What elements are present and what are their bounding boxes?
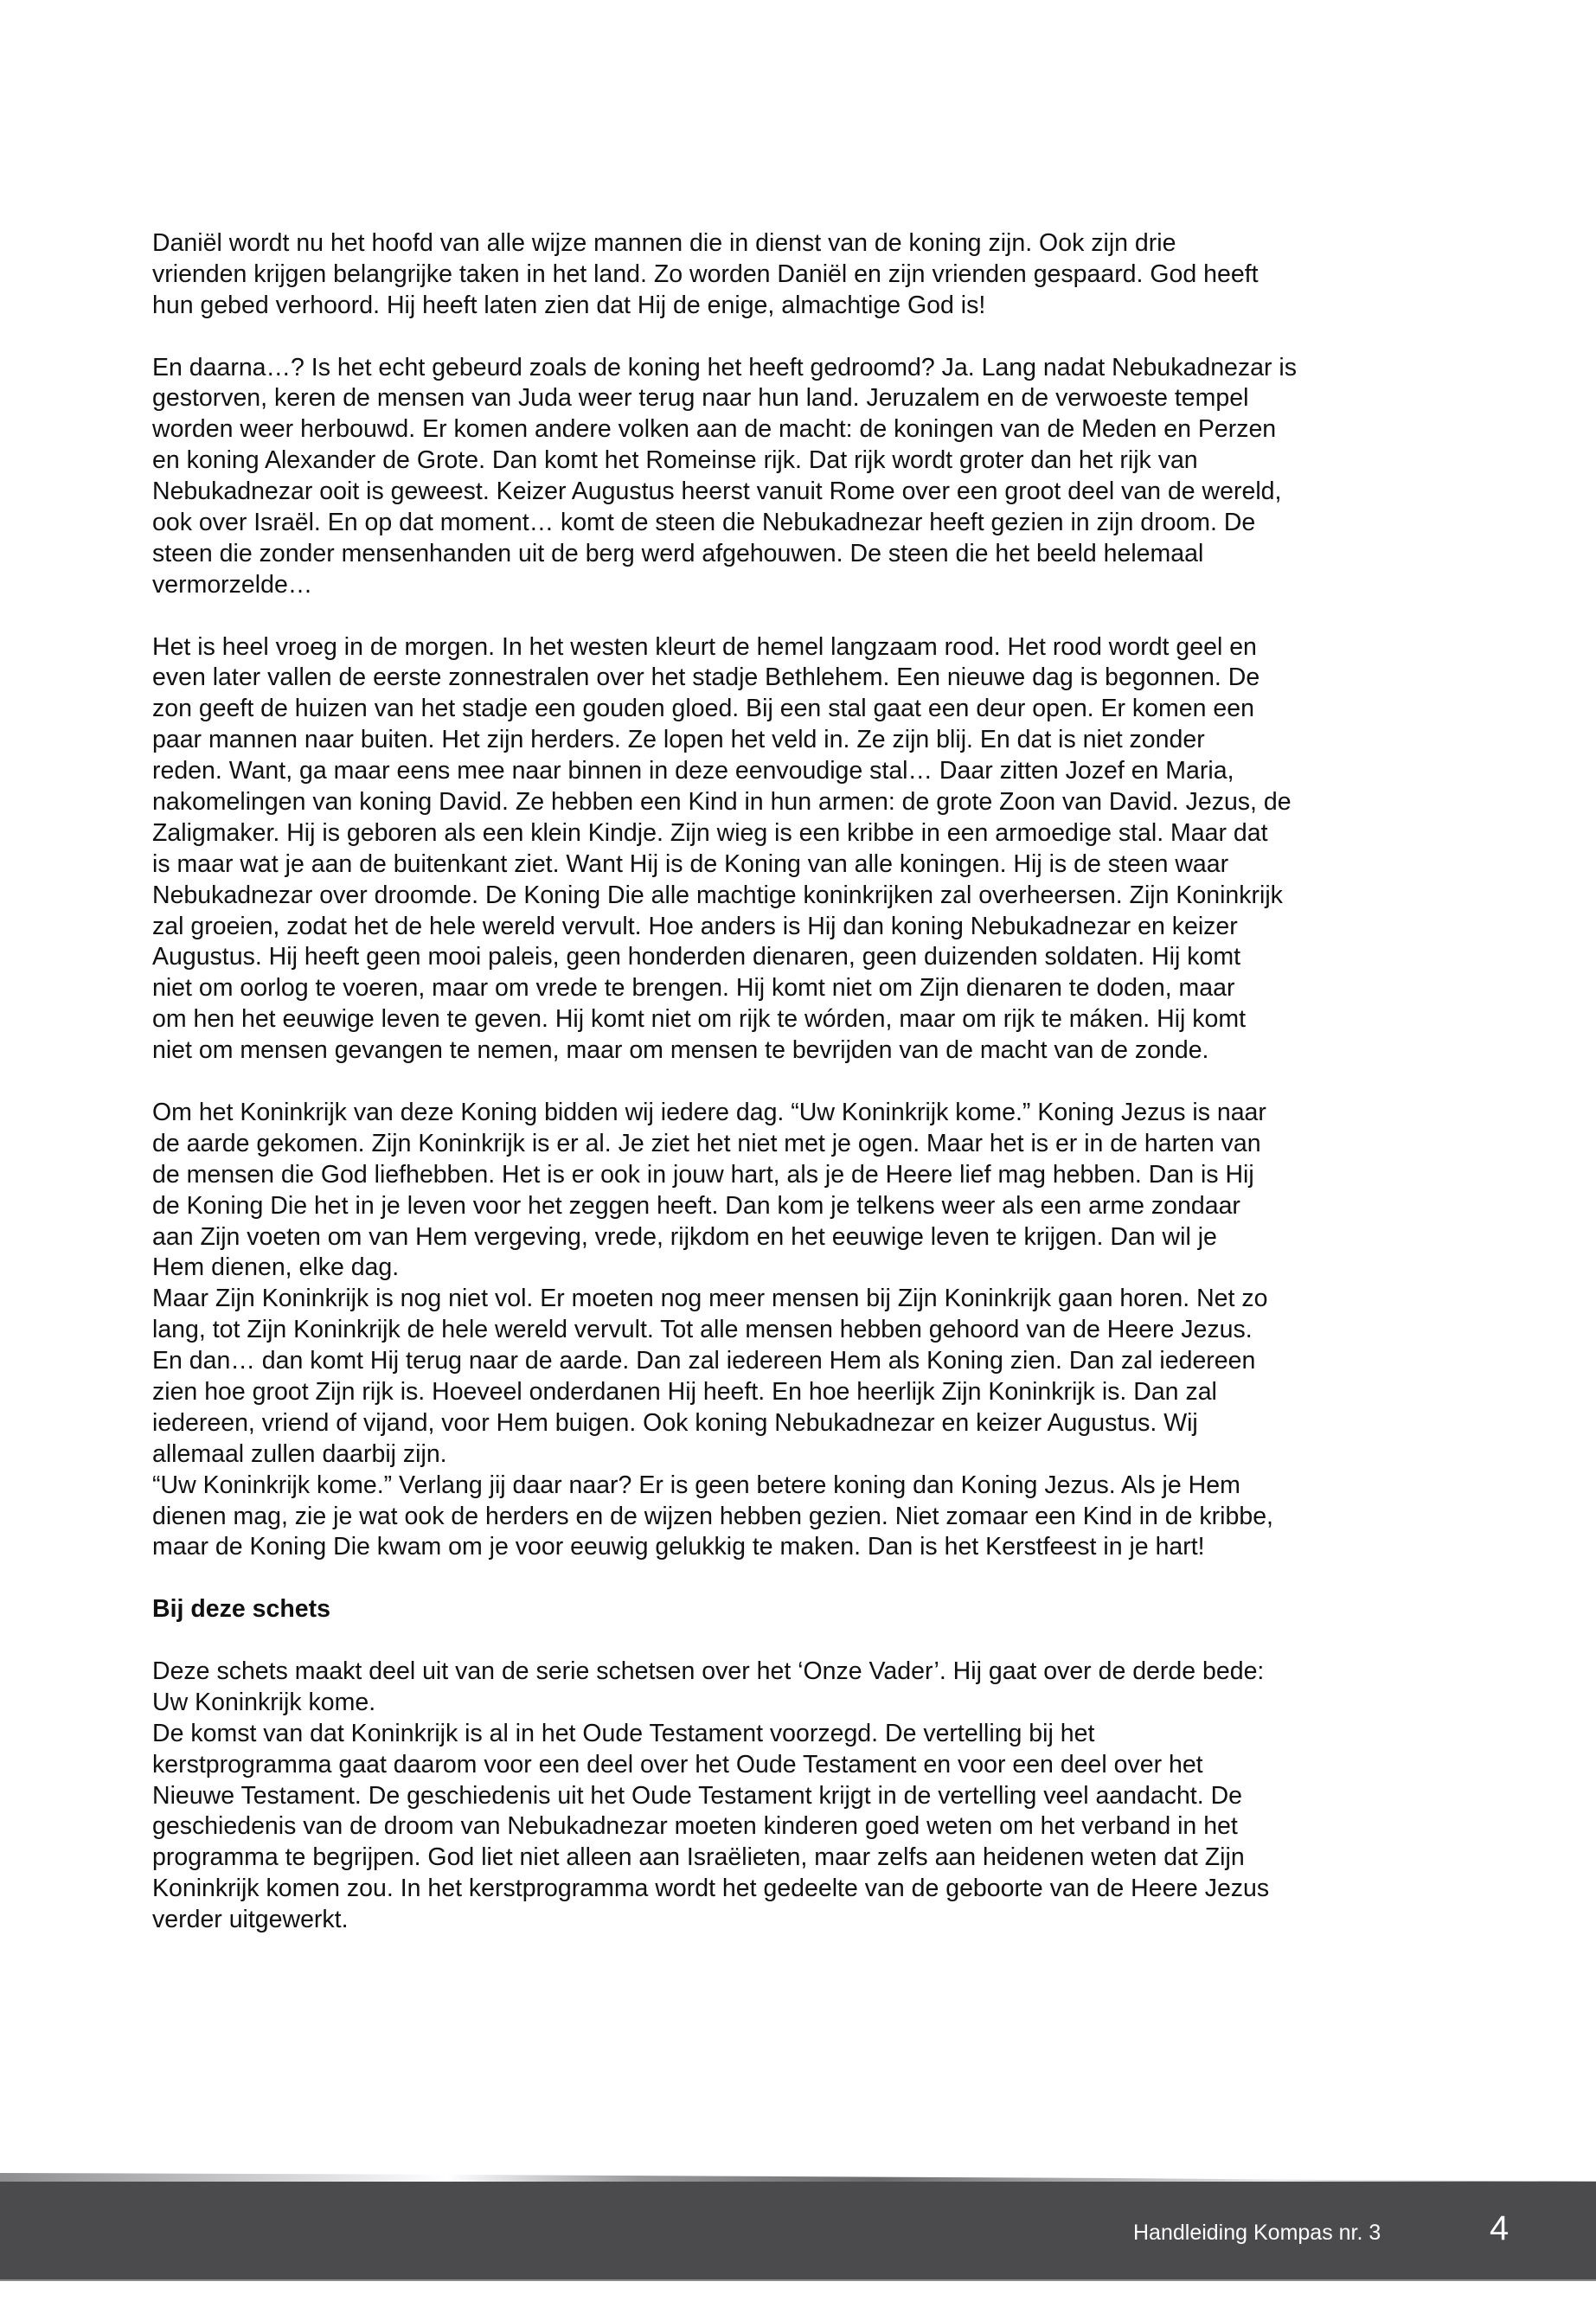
section-heading: Bij deze schets bbox=[152, 1595, 330, 1624]
text-line: Het is heel vroeg in de morgen. In het westen kleurt de hemel langzaam rood. Het rood wordt geel en bbox=[152, 632, 1257, 661]
text-line: en koning Alexander de Grote. Dan komt het Romeinse rijk. Dat rijk wordt groter dan het rijk van bbox=[152, 446, 1198, 475]
text-line: niet om mensen gevangen te nemen, maar om mensen te bevrijden van de macht van de zonde. bbox=[152, 1036, 1209, 1065]
text-line: programma te begrijpen. God liet niet alleen aan Israëlieten, maar zelfs aan heidenen weten dat Zijn bbox=[152, 1843, 1245, 1872]
text-line: Uw Koninkrijk kome. bbox=[152, 1688, 376, 1716]
text-line: verder uitgewerkt. bbox=[152, 1906, 349, 1934]
paragraph-bij-deze-schets bbox=[152, 1657, 1433, 1936]
paragraph-spacer bbox=[152, 601, 1433, 632]
text-line: zon geeft de huizen van het stadje een gouden gloed. Bij een stal gaat een deur open. Er komen een bbox=[152, 695, 1254, 723]
body-text bbox=[152, 228, 1433, 1936]
paragraph-spacer bbox=[152, 322, 1433, 353]
text-line: “Uw Koninkrijk kome.” Verlang jij daar naar? Er is geen betere koning dan Koning Jezus. Als je Hem bbox=[152, 1471, 1240, 1499]
text-line: En daarna…? Is het echt gebeurd zoals de koning het heeft gedroomd? Ja. Lang nadat Nebukadnezar is bbox=[152, 353, 1297, 381]
text-line: om hen het eeuwige leven te geven. Hij komt niet om rijk te wórden, maar om rijk te máken. Hij komt bbox=[152, 1005, 1247, 1034]
paragraph-en-daarna bbox=[152, 353, 1433, 601]
text-line: vermorzelde… bbox=[152, 570, 313, 599]
text-line: allemaal zullen daarbij zijn. bbox=[152, 1439, 447, 1468]
text-line: de mensen die God liefhebben. Het is er ook in jouw hart, als je de Heere lief mag hebben. Dan is Hij bbox=[152, 1160, 1254, 1189]
paragraph-daniel-appointed bbox=[152, 228, 1433, 322]
paragraph-spacer bbox=[152, 1563, 1433, 1594]
text-line: Nieuwe Testament. De geschiedenis uit het Oude Testament krijgt in de vertelling veel aandacht. De bbox=[152, 1781, 1242, 1810]
text-line: aan Zijn voeten om van Hem vergeving, vrede, rijkdom en het eeuwige leven te krijgen. Dan wil je bbox=[152, 1222, 1217, 1251]
text-line: reden. Want, ga maar eens mee naar binnen in deze eenvoudige stal… Daar zitten Jozef en Maria, bbox=[152, 757, 1234, 785]
text-line: De komst van dat Koninkrijk is al in het Oude Testament voorzegd. De vertelling bij het bbox=[152, 1719, 1095, 1747]
text-line: hun gebed verhoord. Hij heeft laten zien dat Hij de enige, almachtige God is! bbox=[152, 291, 986, 319]
text-line: is maar wat je aan de buitenkant ziet. Want Hij is de Koning van alle koningen. Hij is de steen waar bbox=[152, 849, 1229, 878]
text-line: iedereen, vriend of vijand, voor Hem buigen. Ook koning Nebukadnezar en keizer Augustus. Wij bbox=[152, 1408, 1198, 1437]
text-line: zien hoe groot Zijn rijk is. Hoeveel onderdanen Hij heeft. En hoe heerlijk Zijn Koninkrijk is. Dan zal bbox=[152, 1377, 1217, 1406]
paragraph-spacer bbox=[152, 1625, 1433, 1657]
text-line: dienen mag, zie je wat ook de herders en de wijzen hebben gezien. Niet zomaar een Kind in de kribbe, bbox=[152, 1502, 1273, 1530]
text-line: Augustus. Hij heeft geen mooi paleis, geen honderden dienaren, geen duizenden soldaten. Hij komt bbox=[152, 943, 1241, 971]
text-line: ook over Israël. En op dat moment… komt de steen die Nebukadnezar heeft gezien in zijn droom. De bbox=[152, 509, 1256, 537]
paragraph-bethlehem-morning bbox=[152, 632, 1433, 1067]
text-line: Zaligmaker. Hij is geboren als een klein Kindje. Zijn wieg is een kribbe in een armoedige stal. Maar dat bbox=[152, 818, 1268, 847]
text-line: de Koning Die het in je leven voor het zeggen heeft. Dan kom je telkens weer als een arme zondaar bbox=[152, 1191, 1240, 1220]
text-line: Koninkrijk komen zou. In het kerstprogramma wordt het gedeelte van de geboorte van de Heere Jezus bbox=[152, 1875, 1270, 1903]
text-line: steen die zonder mensenhanden uit de berg werd afgehouwen. De steen die het beeld helemaal bbox=[152, 539, 1204, 567]
footer-publication-title: Handleiding Kompas nr. 3 bbox=[1133, 2221, 1381, 2245]
text-line: Deze schets maakt deel uit van de serie schetsen over het ‘Onze Vader’. Hij gaat over de derde bede: bbox=[152, 1657, 1265, 1685]
text-line: even later vallen de eerste zonnestralen over het stadje Bethlehem. Een nieuwe dag is begonnen. De bbox=[152, 663, 1260, 692]
text-line: Om het Koninkrijk van deze Koning bidden wij iedere dag. “Uw Koninkrijk kome.” Koning Jezus is naar bbox=[152, 1098, 1266, 1126]
text-line: Daniël wordt nu het hoofd van alle wijze mannen die in dienst van de koning zijn. Ook zijn drie bbox=[152, 229, 1176, 257]
text-line: zal groeien, zodat het de hele wereld vervult. Hoe anders is Hij dan koning Nebukadnezar en keizer bbox=[152, 912, 1238, 940]
text-line: Maar Zijn Koninkrijk is nog niet vol. Er moeten nog meer mensen bij Zijn Koninkrijk gaan horen. Net zo bbox=[152, 1285, 1268, 1313]
text-line: kerstprogramma gaat daarom voor een deel over het Oude Testament en voor een deel over het bbox=[152, 1750, 1203, 1779]
text-line: worden weer herbouwd. Er komen andere volken aan de macht: de koningen van de Meden en Perzen bbox=[152, 415, 1277, 444]
text-line: maar de Koning Die kwam om je voor eeuwig gelukkig te maken. Dan is het Kerstfeest in je hart! bbox=[152, 1533, 1205, 1561]
text-line: paar mannen naar buiten. Het zijn herders. Ze lopen het veld in. Ze zijn blij. En dat is niet zonder bbox=[152, 726, 1205, 754]
text-line: niet om oorlog te voeren, maar om vrede te brengen. Hij komt niet om Zijn dienaren te doden, maar bbox=[152, 974, 1235, 1003]
text-line: Nebukadnezar ooit is geweest. Keizer Augustus heerst vanuit Rome over een groot deel van de wereld, bbox=[152, 478, 1282, 506]
text-line: lang, tot Zijn Koninkrijk de hele wereld vervult. Tot alle mensen hebben gehoord van de Heere Jezus. bbox=[152, 1316, 1253, 1344]
paragraph-koninkrijk-kome bbox=[152, 1098, 1433, 1563]
text-line: nakomelingen van koning David. Ze hebben een Kind in hun armen: de grote Zoon van David. Jezus, de bbox=[152, 788, 1292, 817]
paragraph-spacer bbox=[152, 1067, 1433, 1098]
text-line: gestorven, keren de mensen van Juda weer terug naar hun land. Jeruzalem en de verwoeste tempel bbox=[152, 384, 1249, 413]
text-line: vrienden krijgen belangrijke taken in het land. Zo worden Daniël en zijn vrienden gespaard. God heeft bbox=[152, 260, 1259, 288]
text-line: de aarde gekomen. Zijn Koninkrijk is er al. Je ziet het niet met je ogen. Maar het is er in de harten van bbox=[152, 1129, 1261, 1157]
text-line: Hem dienen, elke dag. bbox=[152, 1253, 400, 1282]
text-line: En dan… dan komt Hij terug naar de aarde. Dan zal iedereen Hem als Koning zien. Dan zal iedereen bbox=[152, 1347, 1256, 1375]
text-line: geschiedenis van de droom van Nebukadnezar moeten kinderen goed weten om het verband in het bbox=[152, 1812, 1238, 1841]
text-line: Nebukadnezar over droomde. De Koning Die alle machtige koninkrijken zal overheersen. Zijn Koninkrijk bbox=[152, 881, 1283, 909]
page-number: 4 bbox=[1490, 2209, 1509, 2247]
